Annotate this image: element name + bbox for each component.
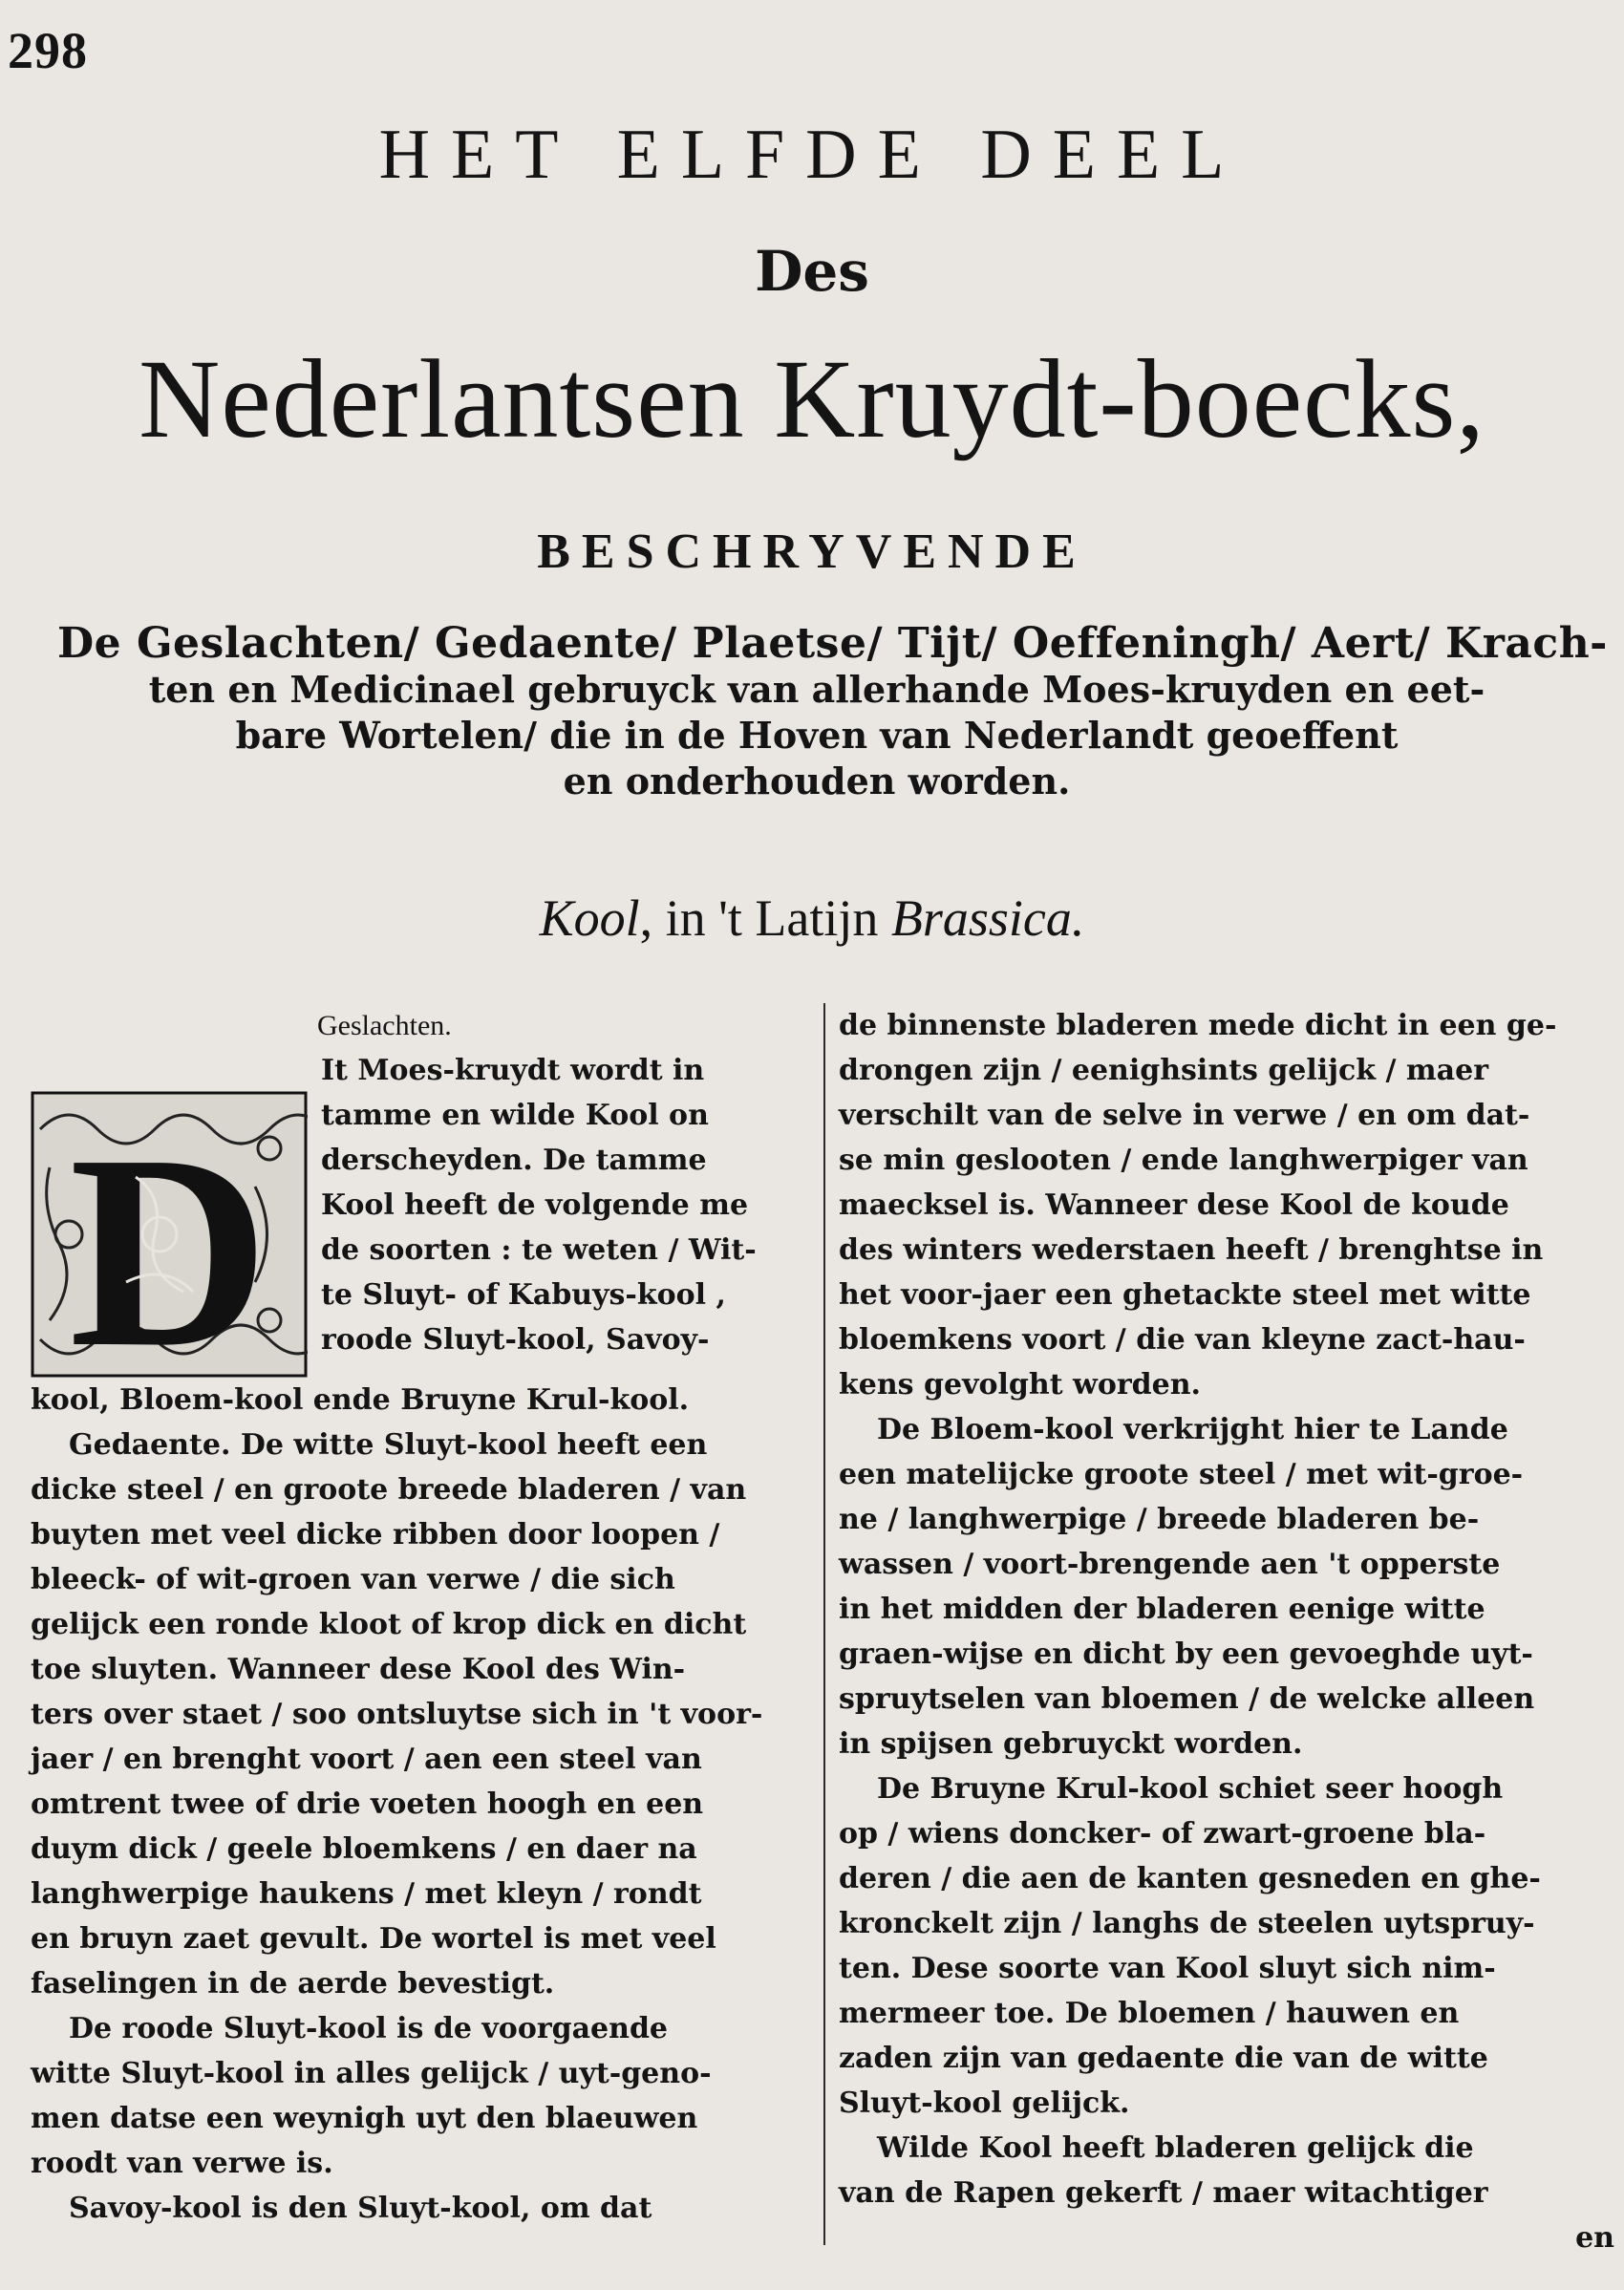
text-line: De Bloem-kool verkrijght hier te Lande: [877, 1413, 1508, 1446]
text-line: roode Sluyt-kool, Savoy-: [321, 1323, 710, 1357]
text-line: De roode Sluyt-kool is de voorgaende: [69, 2012, 669, 2045]
text-line: en bruyn zaet gevult. De wortel is met veel: [31, 1922, 716, 1956]
text-line: bleeck- of wit-groen van verwe / die sich: [31, 1563, 675, 1596]
text-line: Savoy-kool is den Sluyt-kool, om dat: [69, 2192, 652, 2225]
decorated-initial-icon: [31, 1091, 308, 1378]
text-line: ne / langhwerpige / breede bladeren be-: [839, 1503, 1480, 1536]
text-line: te Sluyt- of Kabuys-kool ,: [321, 1278, 726, 1312]
description-line: bare Wortelen/ die in de Hoven van Nederlandt geoeffent: [235, 714, 1399, 757]
text-line: drongen zijn / eenighsints gelijck / maer: [839, 1054, 1489, 1087]
text-line: kronckelt zijn / langhs de steelen uytspruy-: [839, 1907, 1535, 1940]
text-line: in het midden der bladeren eenige witte: [839, 1593, 1485, 1626]
description-block: [57, 619, 1608, 804]
text-line: dicke steel / en groote breede bladeren / van: [31, 1473, 747, 1507]
decorated-initial: [31, 1091, 308, 1378]
show-through: [1089, 38, 1101, 95]
text-line: It Moes-kruydt wordt in: [321, 1054, 705, 1087]
show-through-text: [1089, 39, 1101, 94]
text-line: Kool heeft de volgende me: [321, 1188, 749, 1222]
text-line: Gedaente. De witte Sluyt-kool heeft een: [69, 1428, 708, 1462]
subtitle: BESCHRYVENDE: [537, 524, 1087, 579]
text-line: ten. Dese soorte van Kool sluyt sich nim-: [839, 1952, 1496, 1985]
text-line: Sluyt-kool gelijck.: [839, 2087, 1130, 2120]
heading-latin: Brassica.: [890, 889, 1085, 947]
catchword: en: [1575, 2221, 1614, 2255]
part-title: HET ELFDE DEEL: [378, 116, 1246, 194]
column-divider: [823, 1003, 825, 2245]
text-line: spruytselen van bloemen / de welcke alleen: [839, 1682, 1535, 1716]
text-line: de binnenste bladeren mede dicht in een ge-: [839, 1009, 1557, 1042]
text-line: kool, Bloem-kool ende Bruyne Krul-kool.: [31, 1383, 690, 1417]
text-line: een matelijcke groote steel / met wit-groe-: [839, 1458, 1524, 1491]
section-heading: [0, 888, 1624, 948]
text-line: men datse een weynigh uyt den blaeuwen: [31, 2102, 698, 2135]
text-line: Wilde Kool heeft bladeren gelijck die: [877, 2131, 1474, 2165]
text-line: ters over staet / soo ontsluytse sich in 't voor-: [31, 1698, 763, 1731]
text-line: derscheyden. De tamme: [321, 1144, 707, 1177]
text-line: van de Rapen gekerft / maer witachtiger: [839, 2176, 1488, 2210]
description-line: ten en Medicinael gebruyck van allerhande Moes-kruyden en eet-: [148, 668, 1485, 711]
text-line: mermeer toe. De bloemen / hauwen en: [839, 1997, 1460, 2030]
text-line: graen-wijse en dicht by een gevoeghde uyt-: [839, 1637, 1533, 1671]
text-line: se min geslooten / ende langhwerpiger van: [839, 1144, 1528, 1177]
text-line: des winters wederstaen heeft / brenghtse in: [839, 1233, 1544, 1267]
text-line: De Bruyne Krul-kool schiet seer hoogh: [877, 1772, 1504, 1806]
text-line: buyten met veel dicke ribben door loopen /: [31, 1518, 720, 1552]
text-line: zaden zijn van gedaente die van de witte: [839, 2042, 1488, 2075]
heading-name: Kool: [539, 889, 640, 947]
text-line: verschilt van de selve in verwe / en om dat-: [839, 1099, 1530, 1132]
text-line: maecksel is. Wanneer dese Kool de koude: [839, 1188, 1509, 1222]
text-line: het voor-jaer een ghetackte steel met witte: [839, 1278, 1531, 1312]
text-line: jaer / en brenght voort / aen een steel van: [31, 1743, 702, 1776]
text-line: toe sluyten. Wanneer dese Kool des Win-: [31, 1653, 686, 1686]
text-line: omtrent twee of drie voeten hoogh en een: [31, 1787, 704, 1821]
text-line: op / wiens doncker- of zwart-groene bla-: [839, 1817, 1486, 1851]
left-column: [31, 1003, 809, 2231]
text-line: in spijsen gebruyckt worden.: [839, 1727, 1303, 1761]
page-number: 298: [8, 22, 88, 79]
right-column: [839, 1003, 1614, 2260]
heading-middle: , in 't Latijn: [639, 889, 879, 947]
book-title: Nederlantsen Kruydt-boecks,: [139, 336, 1485, 461]
text-line: deren / die aen de kanten gesneden en ghe-: [839, 1862, 1541, 1895]
description-line: en onderhouden worden.: [563, 760, 1071, 803]
text-line: witte Sluyt-kool in alles gelijck / uyt-geno-: [31, 2057, 712, 2090]
text-line: gelijck een ronde kloot of krop dick en dicht: [31, 1608, 747, 1641]
text-line: bloemkens voort / die van kleyne zact-hau-: [839, 1323, 1526, 1357]
dropcap-letter: D: [69, 1098, 269, 1378]
text-line: tamme en wilde Kool on: [321, 1099, 709, 1132]
text-line: de soorten : te weten / Wit-: [321, 1233, 757, 1267]
section-label-geslachten: Geslachten.: [317, 1010, 452, 1041]
text-line: langhwerpige haukens / met kleyn / rondt: [31, 1877, 702, 1911]
text-line: roodt van verwe is.: [31, 2147, 333, 2180]
text-line: duym dick / geele bloemkens / en daer na: [31, 1832, 697, 1866]
text-line: kens gevolght worden.: [839, 1368, 1201, 1402]
text-line: wassen / voort-brengende aen 't opperste: [839, 1548, 1501, 1581]
description-line: De Geslachten/ Gedaente/ Plaetse/ Tijt/ Oeffeningh/ Aert/ Krach-: [57, 619, 1608, 668]
title-des: Des: [755, 239, 869, 304]
text-line: faselingen in de aerde bevestigt.: [31, 1967, 555, 2001]
